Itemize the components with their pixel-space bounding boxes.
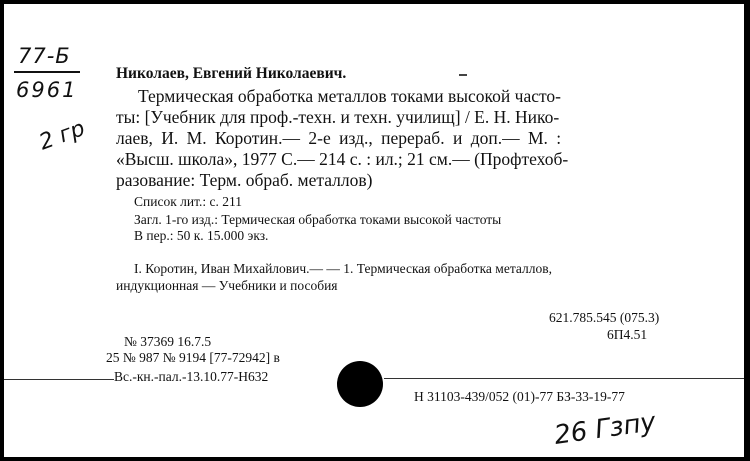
margin-note: 2 гр — [36, 116, 89, 156]
body-line-2: ты: [Учебник для проф.-техн. и техн. училищ] / Е. Н. Нико- — [116, 107, 560, 127]
order-line: 25 № 987 № 9194 [77-72942] в — [106, 350, 280, 365]
shelfmark-divider — [14, 71, 80, 73]
shelfmark-top: 77-Б — [18, 44, 71, 68]
body-line-4: «Высш. школа», 1977 С.— 214 с. : ил.; 21 см.— (Профтехоб- — [116, 149, 569, 169]
udc-index: 621.785.545 (075.3) — [549, 310, 660, 325]
binding-note: В пер.: 50 к. 15.000 экз. — [134, 228, 269, 243]
pencil-mark — [459, 74, 467, 76]
body-line-3: лаев, И. М. Коротин.— 2-е изд., перераб. и доп.— М. : — [116, 128, 562, 148]
author-heading: Николаев, Евгений Николаевич. — [116, 65, 347, 82]
shelfmark-bottom: 6961 — [16, 78, 78, 102]
card-number: № 37369 16.7.5 — [124, 334, 212, 349]
body-line-1: Термическая обработка металлов токами высокой часто- — [138, 86, 561, 106]
printing-line: Вс.-кн.-пал.-13.10.77-Н632 — [114, 369, 269, 384]
tracings-line-1: I. Коротин, Иван Михайлович.— — 1. Термическая обработка металлов, — [134, 261, 552, 276]
body-line-5: разование: Терм. обраб. металлов) — [116, 170, 373, 190]
publisher-index: Н 31103-439/052 (01)-77 БЗ-33-19-77 — [414, 389, 625, 404]
bbk-index: 6П4.51 — [607, 327, 648, 342]
bibliography-note: Список лит.: с. 211 — [134, 194, 242, 209]
tracings-line-2: индукционная — Учебники и пособия — [116, 278, 338, 293]
handwritten-signature: 26 Гзпу — [552, 407, 658, 451]
ink-blot — [337, 361, 383, 407]
catalog-card — [4, 4, 744, 457]
rule-right — [384, 378, 744, 379]
first-edition-note: Загл. 1-го изд.: Термическая обработка токами высокой частоты — [134, 212, 502, 227]
rule-left — [4, 379, 114, 380]
